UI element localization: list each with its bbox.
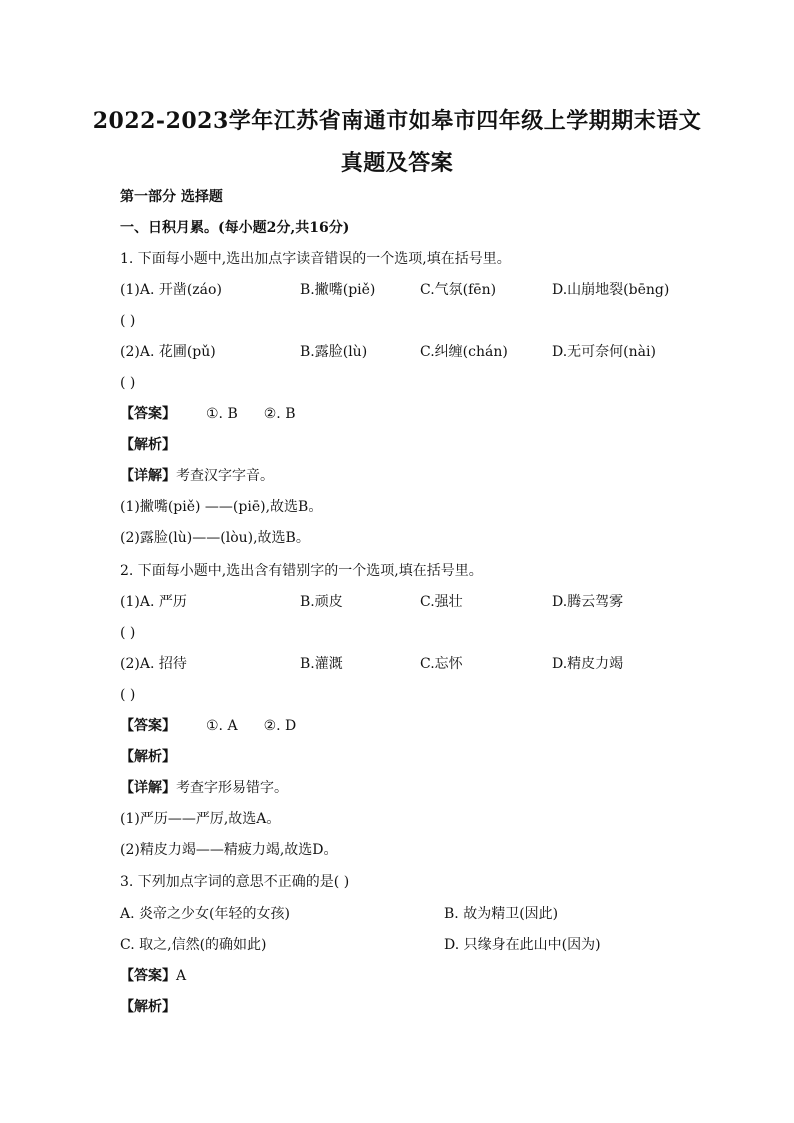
q3-option-c: C. 取之,信然(的确如此) (120, 937, 267, 953)
answer-value-1: ①. B (206, 406, 238, 422)
q2-detail (120, 779, 288, 797)
document-title-line1: 2022-2023学年江苏省南通市如皋市四年级上学期期末语文 (92, 108, 702, 134)
answer-value-1: ①. A (206, 718, 238, 734)
q3-analysis-tag: 【解析】 (120, 999, 176, 1015)
q1-sub1-option-c: C.气氛(fēn) (420, 282, 497, 298)
detail-tag: 【详解】 (120, 780, 176, 796)
q2-sub1-option-a: (1)A. 严历 (120, 594, 187, 610)
answer-value: A (176, 968, 187, 984)
detail-text: 考查字形易错字。 (176, 780, 288, 796)
answer-value-2: ②. B (263, 406, 296, 422)
q1-detail-line-2: (2)露脸(lù)——(lòu),故选B。 (120, 530, 310, 546)
q1-sub2-option-b: B.露脸(lù) (300, 344, 368, 360)
answer-tag: 【答案】 (120, 718, 176, 734)
q2-analysis-tag: 【解析】 (120, 749, 176, 765)
answer-tag: 【答案】 (120, 968, 176, 984)
q1-sub1-option-d: D.山崩地裂(bēng) (552, 282, 670, 298)
q3-answer (120, 967, 186, 985)
document-title-line2: 真题及答案 (340, 150, 454, 176)
q1-sub2-option-d: D.无可奈何(nài) (552, 344, 656, 360)
q2-sub1-answer-blank: ( ) (120, 625, 136, 641)
q3-option-d: D. 只缘身在此山中(因为) (444, 937, 601, 953)
q2-sub2-answer-blank: ( ) (120, 687, 136, 703)
detail-tag: 【详解】 (120, 468, 176, 484)
q1-sub1-option-b: B.撇嘴(piě) (300, 282, 376, 298)
q1-detail-line-1: (1)撇嘴(piě) ——(piē),故选B。 (120, 499, 323, 515)
q2-sub1-option-b: B.顽皮 (300, 594, 343, 610)
q2-detail-line-2: (2)精皮力竭——精疲力竭,故选D。 (120, 842, 338, 858)
q2-detail-line-1: (1)严历——严厉,故选A。 (120, 811, 281, 827)
q1-answer (120, 405, 296, 423)
question-1-stem: 1. 下面每小题中,选出加点字读音错误的一个选项,填在括号里。 (120, 251, 511, 267)
q2-sub2-option-a: (2)A. 招待 (120, 656, 187, 672)
q1-sub1-option-a: (1)A. 开凿(záo) (120, 282, 222, 298)
question-2-stem: 2. 下面每小题中,选出含有错别字的一个选项,填在括号里。 (120, 563, 483, 579)
q2-answer (120, 717, 296, 735)
detail-text: 考查汉字字音。 (176, 468, 274, 484)
q2-sub2-option-c: C.忘怀 (420, 656, 463, 672)
q3-option-a: A. 炎帝之少女(年轻的女孩) (120, 906, 290, 922)
q2-sub2-option-d: D.精皮力竭 (552, 656, 624, 672)
q3-option-b: B. 故为精卫(因此) (444, 906, 559, 922)
q1-analysis-tag: 【解析】 (120, 437, 176, 453)
q2-sub1-option-d: D.腾云驾雾 (552, 594, 624, 610)
q2-sub1-option-c: C.强壮 (420, 594, 463, 610)
q1-detail (120, 467, 274, 485)
q1-sub2-option-c: C.纠缠(chán) (420, 344, 508, 360)
answer-value-2: ②. D (263, 718, 297, 734)
q1-sub2-option-a: (2)A. 花圃(pǔ) (120, 344, 216, 360)
question-3-stem: 3. 下列加点字词的意思不正确的是( ) (120, 874, 350, 890)
q1-sub1-answer-blank: ( ) (120, 313, 136, 329)
q1-sub2-answer-blank: ( ) (120, 375, 136, 391)
answer-tag: 【答案】 (120, 406, 176, 422)
part-heading: 第一部分 选择题 (120, 189, 223, 205)
section-heading: 一、日积月累。(每小题2分,共16分) (120, 220, 350, 236)
q2-sub2-option-b: B.灌溉 (300, 656, 343, 672)
